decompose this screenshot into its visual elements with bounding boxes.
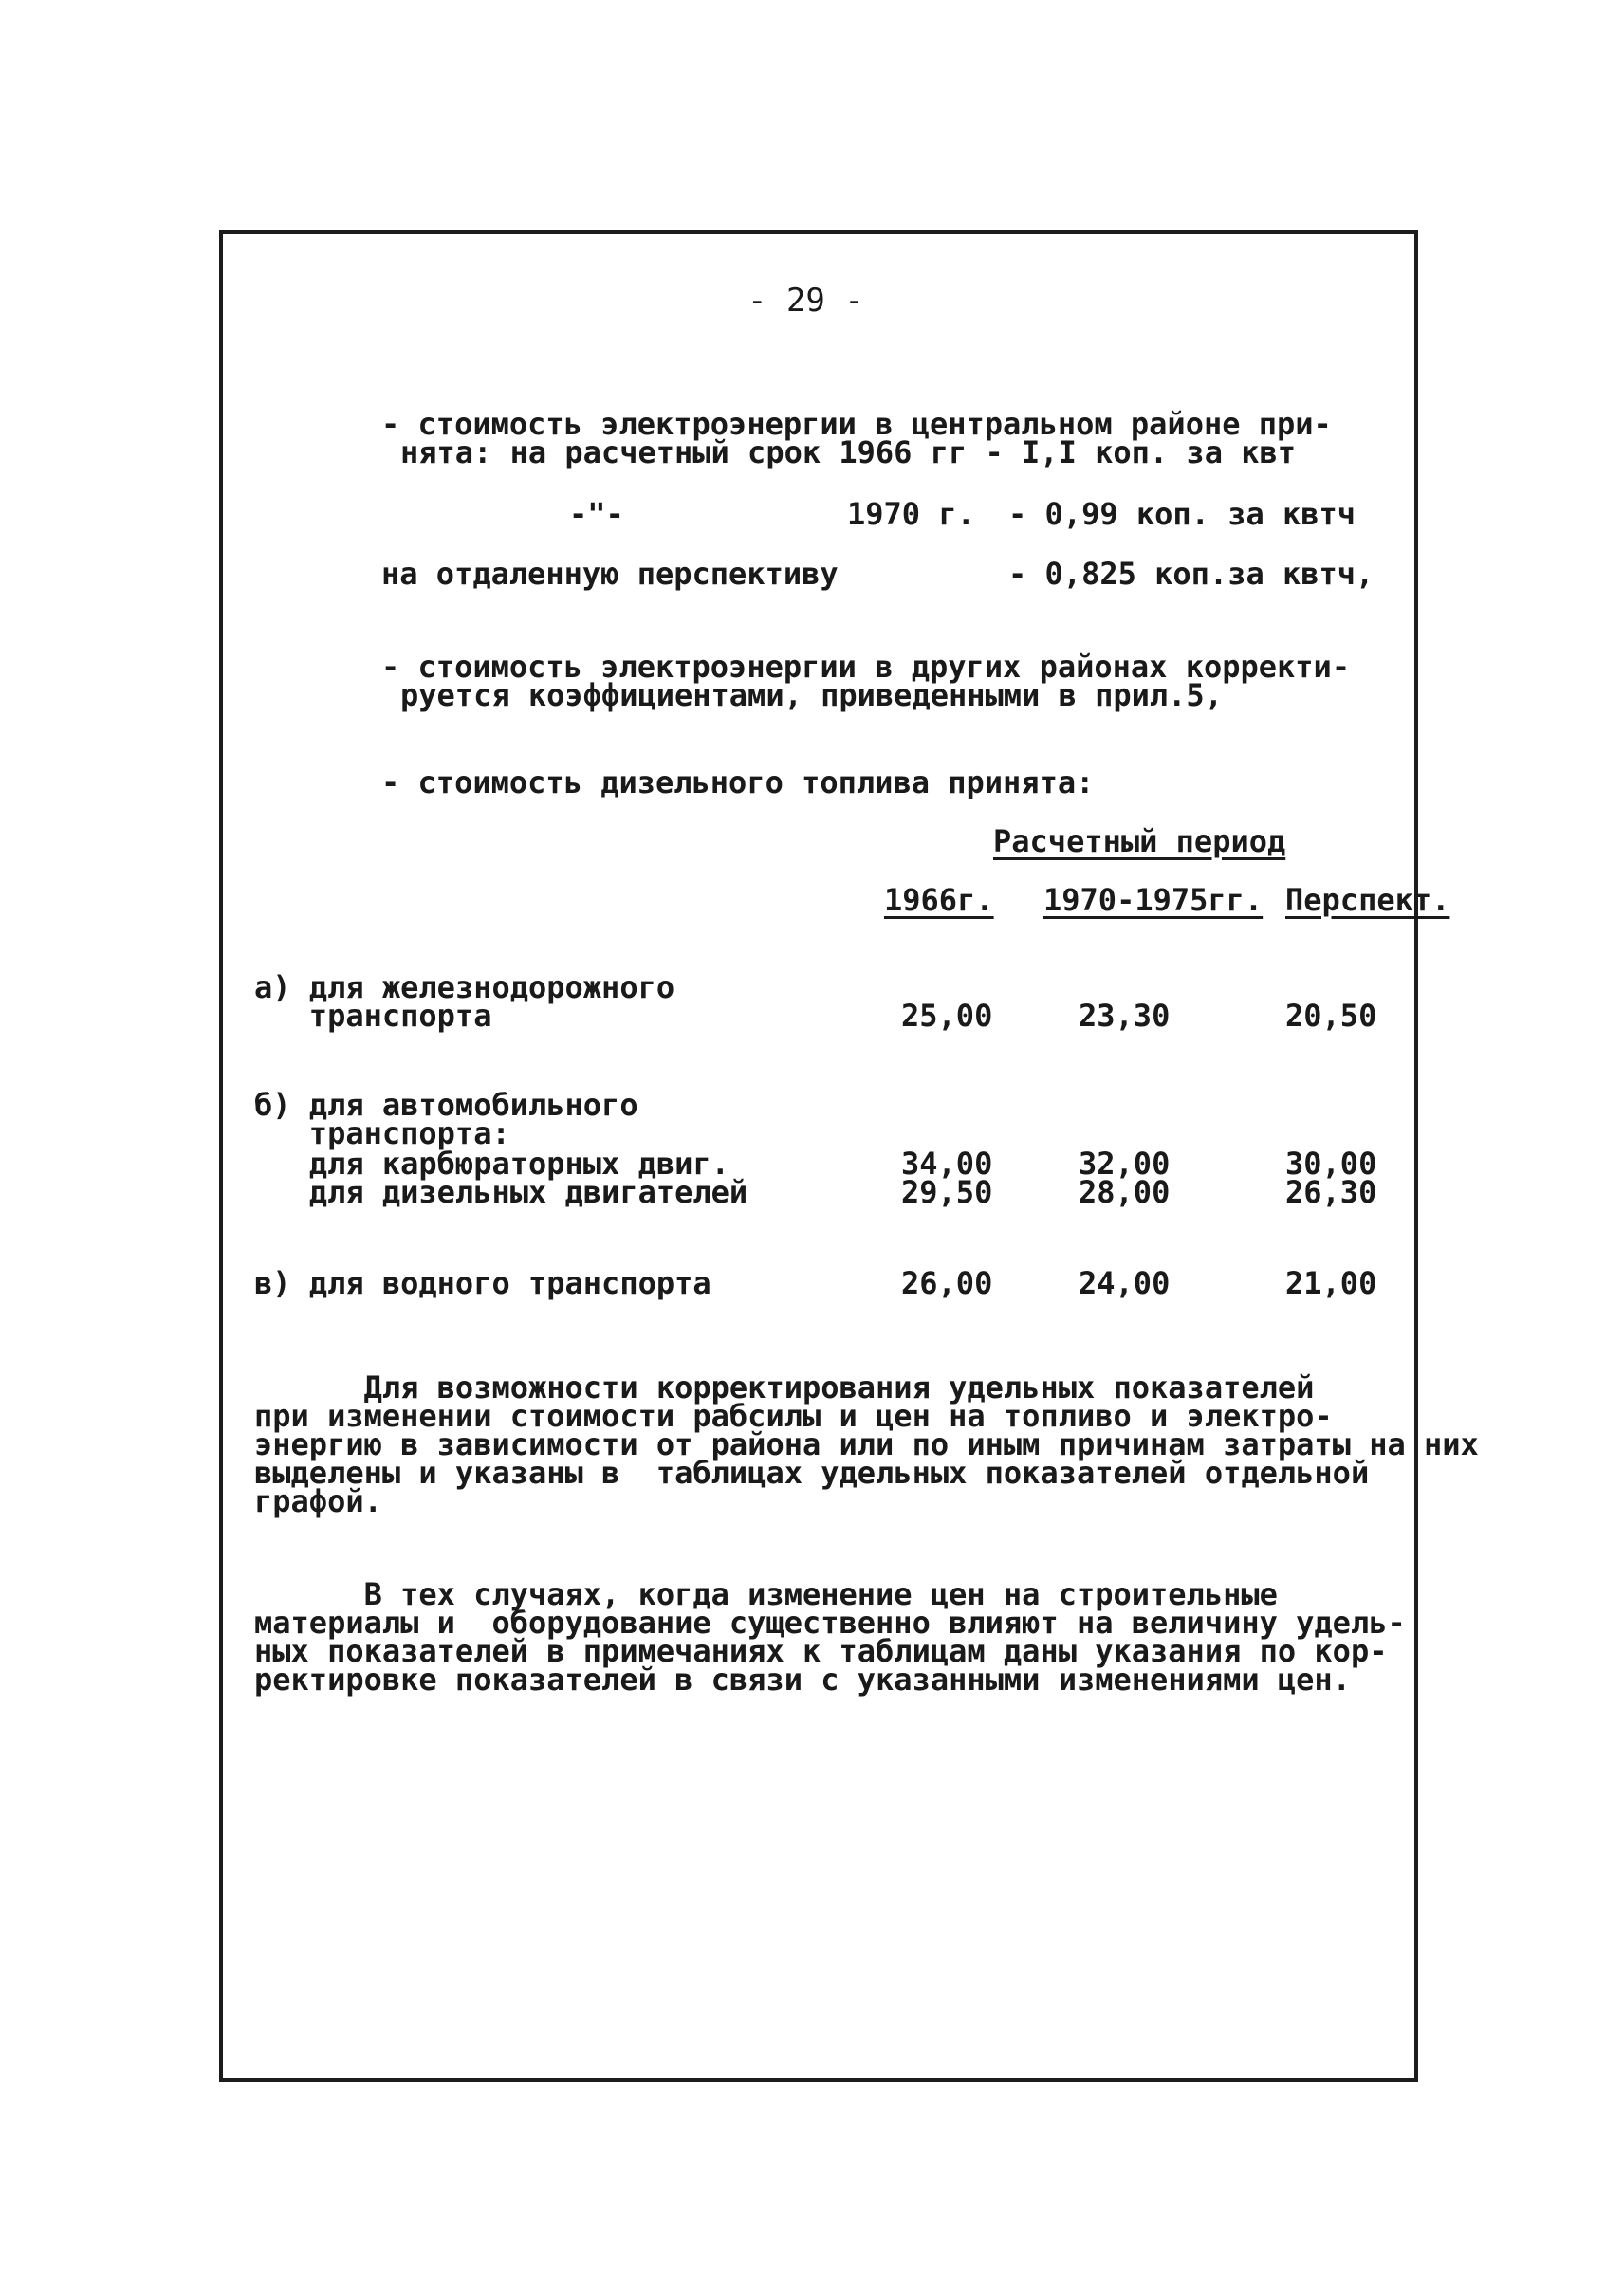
row-label: для дизельных двигателей <box>254 1174 748 1210</box>
row-value: 30,00 <box>1285 1146 1377 1182</box>
row-value: 32,00 <box>1079 1146 1171 1182</box>
paragraph-1-line: при изменении стоимости рабсилы и цен на топливо и электро- <box>254 1398 1333 1434</box>
period-header: Расчетный период <box>993 823 1286 859</box>
paragraph-2-line: ректировке показателей в связи с указанными изменениями цен. <box>254 1662 1351 1698</box>
row-label: для карбюраторных двиг. <box>254 1146 729 1182</box>
far-perspective-value: - 0,825 коп.за квтч, <box>1008 556 1375 592</box>
price-1970-value: - 0,99 коп. за квтч <box>1008 496 1356 532</box>
row-value: 26,00 <box>901 1265 993 1301</box>
row-value: 21,00 <box>1285 1265 1377 1301</box>
paragraph-2-line: материалы и оборудование существенно влияют на величину удель- <box>254 1605 1406 1641</box>
ditto-mark: -"- <box>569 496 624 532</box>
year-1970-label: 1970 г. <box>847 496 975 532</box>
other-regions-line-1: - стоимость электроэнергии в других районах корректи- <box>381 649 1351 685</box>
row-value: 28,00 <box>1079 1174 1171 1210</box>
diesel-intro: - стоимость дизельного топлива принята: <box>381 764 1095 800</box>
row-value: 34,00 <box>901 1146 993 1182</box>
paragraph-2-line: В тех случаях, когда изменение цен на строительные <box>254 1576 1278 1612</box>
row-label: б) для автомобильного <box>254 1087 638 1123</box>
electricity-line-1: - стоимость электроэнергии в центральном районе при- <box>381 406 1332 442</box>
far-perspective-label: на отдаленную перспективу <box>381 556 839 592</box>
row-value: 25,00 <box>901 998 993 1034</box>
row-label: а) для железнодорожного <box>254 969 675 1005</box>
paragraph-1-line: выделены и указаны в таблицах удельных показателей отдельной <box>254 1455 1370 1491</box>
row-label: транспорта: <box>254 1115 510 1151</box>
row-label: в) для водного транспорта <box>254 1265 711 1301</box>
row-value: 26,30 <box>1285 1174 1377 1210</box>
row-value: 29,50 <box>901 1174 993 1210</box>
paragraph-1-line: энергию в зависимости от района или по иным причинам затраты на них <box>254 1426 1479 1462</box>
col-header-perspective: Перспект. <box>1285 882 1450 918</box>
row-value: 20,50 <box>1285 998 1377 1034</box>
row-value: 23,30 <box>1079 998 1171 1034</box>
other-regions-line-2: руется коэффициентами, приведенными в прил.5, <box>400 677 1223 713</box>
col-header-1966: 1966г. <box>884 882 994 918</box>
col-header-1970-1975: 1970-1975гг. <box>1043 882 1264 918</box>
paragraph-2-line: ных показателей в примечаниях к таблицам даны указания по кор- <box>254 1633 1388 1669</box>
row-label: транспорта <box>254 998 492 1034</box>
paragraph-1-line: Для возможности корректирования удельных показателей <box>254 1369 1315 1405</box>
page-number: - 29 - <box>747 282 864 320</box>
electricity-line-2: нята: на расчетный срок 1966 гг - I,I коп. за квт <box>400 434 1297 470</box>
paragraph-1-line: графой. <box>254 1483 382 1519</box>
row-value: 24,00 <box>1079 1265 1171 1301</box>
